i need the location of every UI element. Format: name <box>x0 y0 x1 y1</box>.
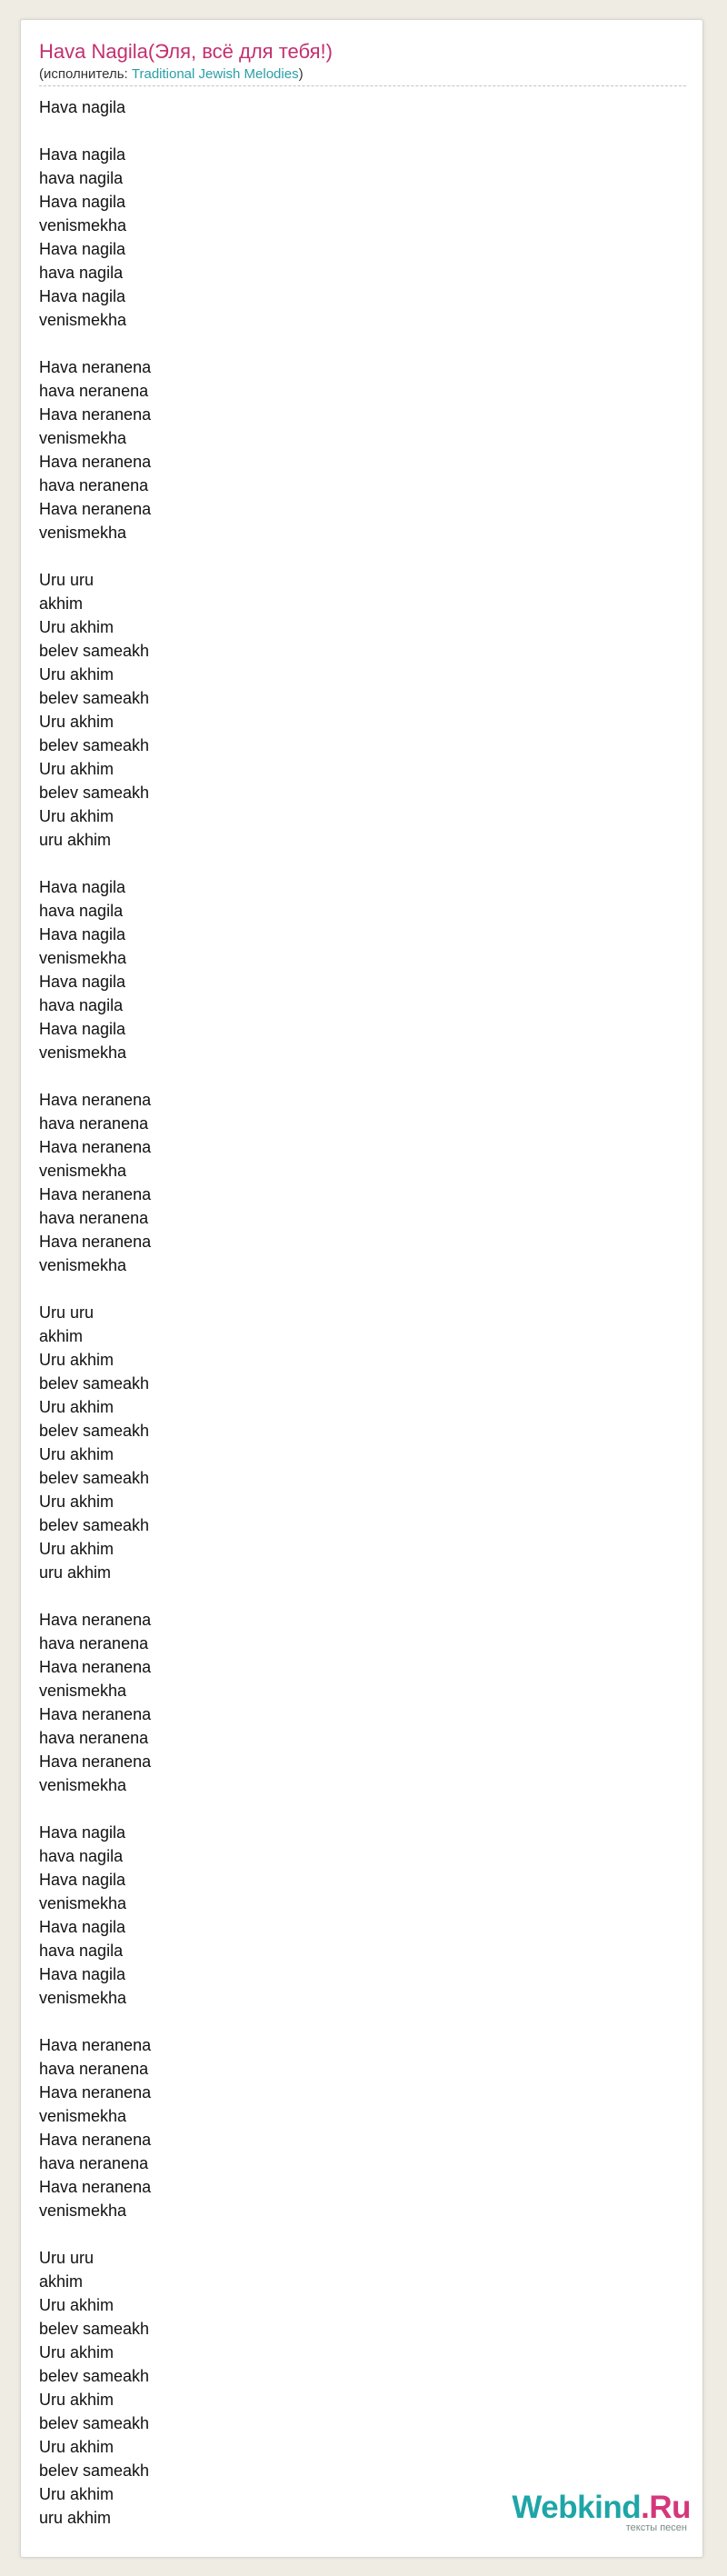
lyric-line: Uru akhim <box>39 713 115 731</box>
lyric-line: Hava nagila <box>39 98 126 116</box>
lyrics-stanza <box>39 95 686 119</box>
lyric-line: Hava nagila <box>39 973 126 991</box>
lyric-line: uru akhim <box>39 831 112 849</box>
lyric-line: Uru uru <box>39 2249 95 2267</box>
lyric-line: Hava neranena <box>39 1611 152 1629</box>
lyric-line: Hava neranena <box>39 500 152 518</box>
lyric-line: Uru akhim <box>39 1493 115 1511</box>
lyric-line: belev sameakh <box>39 736 150 754</box>
lyric-line: Hava nagila <box>39 1918 126 1936</box>
lyric-line: Hava neranena <box>39 1138 152 1156</box>
lyrics-stanza <box>39 1608 686 1797</box>
lyrics-stanza <box>39 1821 686 2010</box>
lyric-line: venismekha <box>39 1043 127 1062</box>
artist-suffix: ) <box>298 66 304 82</box>
lyrics-stanza <box>39 2246 686 2530</box>
lyric-line: Hava nagila <box>39 925 126 944</box>
lyric-line: uru akhim <box>39 2509 112 2527</box>
lyrics-body <box>39 95 686 2553</box>
lyric-line: Hava neranena <box>39 1233 152 1251</box>
lyric-line: belev sameakh <box>39 2320 150 2338</box>
lyric-line: belev sameakh <box>39 1374 150 1393</box>
lyric-line: Hava nagila <box>39 287 126 305</box>
lyric-line: venismekha <box>39 1989 127 2007</box>
lyric-line: Hava nagila <box>39 145 126 164</box>
lyric-line: hava nagila <box>39 169 124 187</box>
lyric-line: venismekha <box>39 1256 127 1274</box>
lyric-line: belev sameakh <box>39 689 150 707</box>
lyric-line: hava neranena <box>39 382 149 400</box>
lyric-line: Uru akhim <box>39 1445 115 1463</box>
lyric-line: belev sameakh <box>39 2461 150 2480</box>
lyric-line: Uru uru <box>39 571 95 589</box>
artist-line <box>39 65 686 84</box>
lyric-line: Uru akhim <box>39 665 115 684</box>
lyric-line: Uru akhim <box>39 1398 115 1416</box>
lyric-line: belev sameakh <box>39 2367 150 2385</box>
lyric-line: Hava neranena <box>39 1091 152 1109</box>
lyric-line: Uru akhim <box>39 760 115 778</box>
lyric-line: Uru akhim <box>39 2343 115 2361</box>
lyric-line: Uru akhim <box>39 2296 115 2314</box>
lyric-line: venismekha <box>39 1894 127 1912</box>
lyric-line: hava nagila <box>39 1847 124 1865</box>
lyric-line: Uru akhim <box>39 807 115 825</box>
lyric-line: Hava neranena <box>39 405 152 424</box>
lyric-line: venismekha <box>39 2202 127 2220</box>
lyric-line: Hava nagila <box>39 1871 126 1889</box>
lyric-line: hava neranena <box>39 2060 149 2078</box>
lyrics-stanza <box>39 1301 686 1584</box>
lyric-line: hava neranena <box>39 1634 149 1652</box>
lyrics-stanza <box>39 1088 686 1277</box>
lyric-line: hava nagila <box>39 996 124 1014</box>
lyrics-stanza <box>39 355 686 544</box>
lyric-line: Uru akhim <box>39 2438 115 2456</box>
lyric-line: Uru akhim <box>39 1351 115 1369</box>
lyric-line: Hava neranena <box>39 2036 152 2054</box>
lyric-line: Hava neranena <box>39 2083 152 2102</box>
lyric-line: Hava neranena <box>39 1658 152 1676</box>
lyric-line: hava neranena <box>39 1729 149 1747</box>
lyric-line: akhim <box>39 594 84 613</box>
lyric-line: Hava neranena <box>39 2178 152 2196</box>
lyric-line: Hava nagila <box>39 1020 126 1038</box>
lyric-line: Hava neranena <box>39 2131 152 2149</box>
lyric-line: Hava neranena <box>39 1185 152 1203</box>
lyric-line: Uru akhim <box>39 2485 115 2503</box>
logo-brand-main: Webkind <box>512 2490 642 2525</box>
lyrics-stanza <box>39 568 686 852</box>
lyric-line: hava neranena <box>39 1209 149 1227</box>
lyric-line: belev sameakh <box>39 1516 150 1534</box>
lyric-line: belev sameakh <box>39 1422 150 1440</box>
lyric-line: venismekha <box>39 1162 127 1180</box>
lyric-line: belev sameakh <box>39 1469 150 1487</box>
lyric-line: venismekha <box>39 1776 127 1794</box>
lyric-line: Hava neranena <box>39 453 152 471</box>
logo-brand-tld: .Ru <box>641 2490 691 2525</box>
site-logo[interactable] <box>509 2491 691 2533</box>
lyric-line: hava neranena <box>39 476 149 494</box>
lyric-line: hava neranena <box>39 2154 149 2172</box>
lyric-line: belev sameakh <box>39 2414 150 2432</box>
lyric-line: Hava neranena <box>39 358 152 376</box>
lyrics-card <box>20 19 703 2558</box>
song-title: Hava Nagila(Эля, всё для тебя!) <box>39 40 333 63</box>
lyric-line: belev sameakh <box>39 784 150 802</box>
lyric-line: venismekha <box>39 949 127 967</box>
lyric-line: hava nagila <box>39 902 124 920</box>
lyric-line: Hava nagila <box>39 1965 126 1983</box>
lyric-line: Uru akhim <box>39 618 115 636</box>
lyrics-stanza <box>39 875 686 1064</box>
lyric-line: hava nagila <box>39 264 124 282</box>
lyric-line: venismekha <box>39 311 127 329</box>
lyric-line: belev sameakh <box>39 642 150 660</box>
lyric-line: uru akhim <box>39 1563 112 1582</box>
lyric-line: hava nagila <box>39 1942 124 1960</box>
lyrics-stanza <box>39 2033 686 2222</box>
logo-tagline: тексты песен <box>625 2522 687 2533</box>
lyric-line: Uru akhim <box>39 2391 115 2409</box>
lyric-line: hava neranena <box>39 1114 149 1133</box>
artist-link[interactable]: Traditional Jewish Melodies <box>131 66 299 82</box>
lyric-line: Hava neranena <box>39 1752 152 1771</box>
lyric-line: Hava nagila <box>39 240 126 258</box>
logo-wordmark <box>509 2491 691 2524</box>
lyric-line: akhim <box>39 1327 84 1345</box>
lyric-line: Hava nagila <box>39 193 126 211</box>
lyric-line: Hava nagila <box>39 878 126 896</box>
lyric-line: Uru uru <box>39 1303 95 1322</box>
artist-prefix: (исполнитель: <box>39 66 132 82</box>
lyrics-stanza <box>39 143 686 332</box>
lyric-line: venismekha <box>39 2107 127 2125</box>
lyric-line: venismekha <box>39 216 127 235</box>
lyric-line: venismekha <box>39 524 127 542</box>
lyric-line: Uru akhim <box>39 1540 115 1558</box>
lyric-line: Hava nagila <box>39 1823 126 1842</box>
lyric-line: venismekha <box>39 429 127 447</box>
lyric-line: venismekha <box>39 1682 127 1700</box>
song-header <box>39 38 686 86</box>
lyric-line: Hava neranena <box>39 1705 152 1723</box>
lyric-line: akhim <box>39 2272 84 2291</box>
